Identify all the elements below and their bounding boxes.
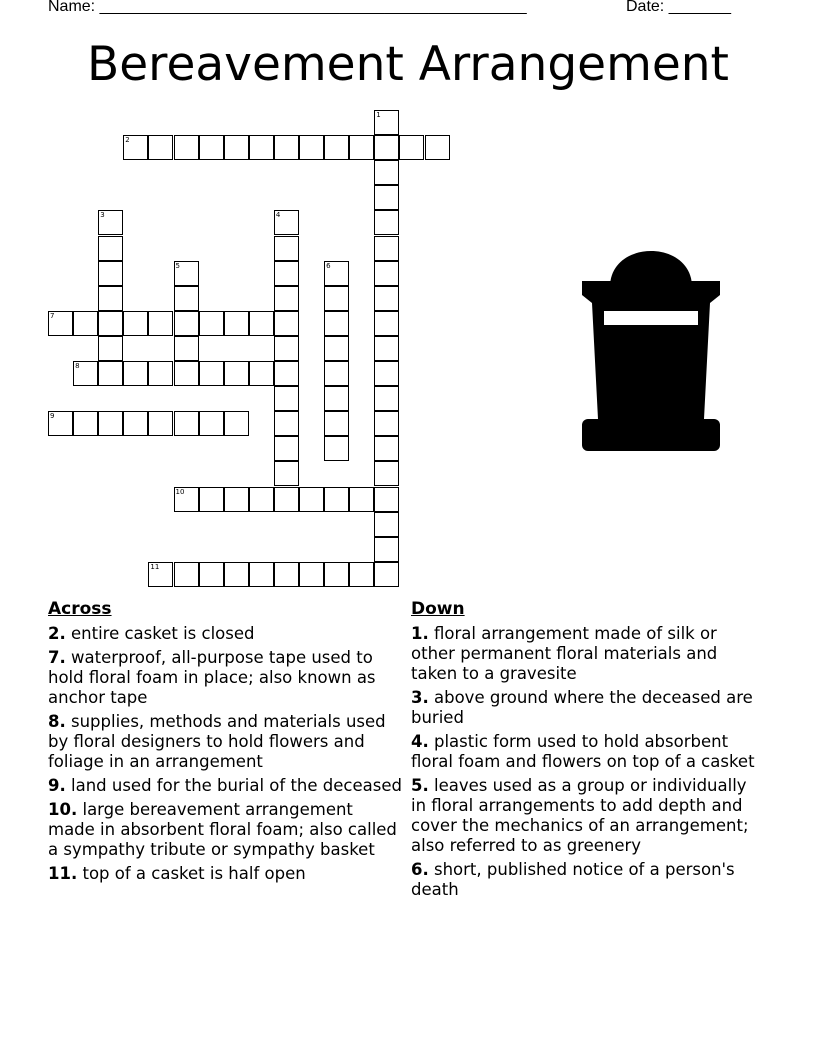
- name-field[interactable]: Name: ________________________________________________: [48, 0, 527, 15]
- clue-text: above ground where the deceased are buried: [411, 688, 753, 727]
- clue-number: 6.: [411, 860, 429, 879]
- grid-cell[interactable]: [249, 361, 274, 386]
- grid-cell[interactable]: [224, 135, 249, 160]
- clue-number: 1.: [411, 624, 429, 643]
- clue-text: large bereavement arrangement made in absorbent floral foam; also called a sympathy tribute or sympathy basket: [48, 800, 397, 859]
- grid-cell[interactable]: [98, 210, 123, 235]
- grid-cell[interactable]: [274, 487, 299, 512]
- clue-number: 10: [175, 487, 185, 496]
- grid-cell[interactable]: [249, 487, 274, 512]
- grid-cell[interactable]: [148, 562, 173, 587]
- grid-cell[interactable]: [324, 336, 349, 361]
- grid-cell[interactable]: [299, 487, 324, 512]
- grid-cell[interactable]: [274, 411, 299, 436]
- grid-cell[interactable]: [399, 135, 424, 160]
- grid-cell[interactable]: [274, 286, 299, 311]
- grid-cell[interactable]: [174, 411, 199, 436]
- grid-cell[interactable]: [48, 311, 73, 336]
- clue-number: 8.: [48, 712, 66, 731]
- grid-cell[interactable]: [73, 311, 98, 336]
- grid-cell[interactable]: [349, 487, 374, 512]
- grid-cell[interactable]: [374, 210, 399, 235]
- grid-cell[interactable]: [249, 311, 274, 336]
- grid-cell[interactable]: [48, 411, 73, 436]
- across-clue: [48, 776, 404, 796]
- grid-cell[interactable]: [174, 261, 199, 286]
- grid-cell[interactable]: [148, 311, 173, 336]
- clue-text: plastic form used to hold absorbent floral foam and flowers on top of a casket: [411, 732, 755, 771]
- grid-cell[interactable]: [374, 487, 399, 512]
- grid-cell[interactable]: [374, 537, 399, 562]
- grid-cell[interactable]: [73, 411, 98, 436]
- grid-cell[interactable]: [374, 160, 399, 185]
- clue-number: 3.: [411, 688, 429, 707]
- grid-cell[interactable]: [199, 487, 224, 512]
- clue-number: 11: [150, 562, 160, 571]
- grid-cell[interactable]: [98, 261, 123, 286]
- clue-number: 2.: [48, 624, 66, 643]
- down-clue: [411, 860, 761, 900]
- across-clue: [48, 712, 404, 772]
- grid-cell[interactable]: [374, 386, 399, 411]
- grid-cell[interactable]: [374, 461, 399, 486]
- grid-cell[interactable]: [224, 311, 249, 336]
- grid-cell[interactable]: [374, 236, 399, 261]
- grid-cell[interactable]: [98, 361, 123, 386]
- grid-cell[interactable]: [274, 261, 299, 286]
- grid-cell[interactable]: [324, 311, 349, 336]
- grid-cell[interactable]: [123, 411, 148, 436]
- grid-cell[interactable]: [274, 562, 299, 587]
- clue-number: 4: [275, 211, 281, 220]
- grid-cell[interactable]: [324, 261, 349, 286]
- date-field[interactable]: Date: _______: [626, 0, 731, 15]
- grid-cell[interactable]: [374, 110, 399, 135]
- grid-cell[interactable]: [274, 336, 299, 361]
- grid-cell[interactable]: [274, 436, 299, 461]
- page-title: Bereavement Arrangement: [87, 37, 729, 92]
- grid-cell[interactable]: [174, 135, 199, 160]
- grid-cell[interactable]: [374, 286, 399, 311]
- grid-cell[interactable]: [224, 562, 249, 587]
- grid-cell[interactable]: [324, 386, 349, 411]
- grid-cell[interactable]: [274, 311, 299, 336]
- grid-cell[interactable]: [374, 512, 399, 537]
- grid-cell[interactable]: [324, 361, 349, 386]
- across-clues: [48, 598, 404, 888]
- across-clue: [48, 800, 404, 860]
- grid-cell[interactable]: [224, 487, 249, 512]
- down-clue: [411, 624, 761, 684]
- clue-number: 2: [125, 136, 130, 145]
- grid-cell[interactable]: [324, 562, 349, 587]
- clue-number: 5.: [411, 776, 429, 795]
- grid-cell[interactable]: [374, 261, 399, 286]
- grid-cell[interactable]: [199, 562, 224, 587]
- grid-cell[interactable]: [374, 562, 399, 587]
- grid-cell[interactable]: [98, 236, 123, 261]
- clue-text: supplies, methods and materials used by floral designers to hold flowers and foliage in an arrangement: [48, 712, 386, 771]
- grid-cell[interactable]: [224, 411, 249, 436]
- down-heading: Down: [411, 599, 465, 619]
- clue-text: leaves used as a group or individually in floral arrangements to add depth and cover the mechanics of an arrangement; also referred to as greenery: [411, 776, 749, 855]
- clue-number: 5: [175, 261, 180, 270]
- clue-text: waterproof, all-purpose tape used to hold floral foam in place; also known as anchor tape: [48, 648, 376, 707]
- grid-cell[interactable]: [148, 361, 173, 386]
- grid-cell[interactable]: [98, 411, 123, 436]
- grid-cell[interactable]: [123, 311, 148, 336]
- clue-number: 9.: [48, 776, 66, 795]
- clue-number: 7: [50, 311, 55, 320]
- grid-cell[interactable]: [274, 135, 299, 160]
- down-clue: [411, 732, 761, 772]
- grid-cell[interactable]: [174, 311, 199, 336]
- grid-cell[interactable]: [148, 411, 173, 436]
- grid-cell[interactable]: [374, 311, 399, 336]
- down-clue: [411, 688, 761, 728]
- grid-cell[interactable]: [274, 210, 299, 235]
- grid-cell[interactable]: [299, 562, 324, 587]
- across-clue: [48, 624, 404, 644]
- grid-cell[interactable]: [148, 135, 173, 160]
- clue-text: entire casket is closed: [71, 624, 255, 643]
- grid-cell[interactable]: [98, 311, 123, 336]
- grid-cell[interactable]: [374, 411, 399, 436]
- grid-cell[interactable]: [324, 135, 349, 160]
- clue-number: 9: [50, 412, 55, 421]
- grid-cell[interactable]: [199, 411, 224, 436]
- across-clue: [48, 648, 404, 708]
- grid-cell[interactable]: [174, 286, 199, 311]
- clue-text: short, published notice of a person's death: [411, 860, 735, 899]
- grid-cell[interactable]: [249, 562, 274, 587]
- grid-cell[interactable]: [324, 436, 349, 461]
- clue-number: 10.: [48, 800, 78, 819]
- grid-cell[interactable]: [349, 562, 374, 587]
- across-clue: [48, 864, 404, 884]
- across-heading: Across: [48, 599, 112, 619]
- grid-cell[interactable]: [174, 562, 199, 587]
- grid-cell[interactable]: [274, 386, 299, 411]
- clue-number: 1: [376, 111, 381, 119]
- grid-cell[interactable]: [73, 361, 98, 386]
- clue-text: floral arrangement made of silk or other permanent floral materials and taken to a gravesite: [411, 624, 718, 683]
- clue-number: 11.: [48, 864, 78, 883]
- clue-text: top of a casket is half open: [82, 864, 306, 883]
- tombstone-icon: [580, 247, 722, 451]
- grid-cell[interactable]: [324, 487, 349, 512]
- grid-cell[interactable]: [98, 336, 123, 361]
- grid-cell[interactable]: [199, 361, 224, 386]
- grid-cell[interactable]: [174, 487, 199, 512]
- grid-cell[interactable]: [249, 135, 274, 160]
- grid-cell[interactable]: [174, 361, 199, 386]
- clue-number: 3: [100, 211, 105, 220]
- grid-cell[interactable]: [123, 361, 148, 386]
- down-clue: [411, 776, 761, 856]
- grid-cell[interactable]: [199, 311, 224, 336]
- grid-cell[interactable]: [274, 461, 299, 486]
- clue-text: land used for the burial of the deceased: [71, 776, 402, 795]
- grid-cell[interactable]: [374, 185, 399, 210]
- clue-number: 8: [75, 362, 80, 370]
- grid-cell[interactable]: [374, 135, 399, 160]
- grid-cell[interactable]: [324, 411, 349, 436]
- grid-cell[interactable]: [274, 236, 299, 261]
- grid-cell[interactable]: [299, 135, 324, 160]
- grid-cell[interactable]: [199, 135, 224, 160]
- grid-cell[interactable]: [374, 436, 399, 461]
- clue-number: 4.: [411, 732, 429, 751]
- grid-cell[interactable]: [349, 135, 374, 160]
- grid-cell[interactable]: [374, 361, 399, 386]
- clue-number: 6: [326, 261, 331, 270]
- down-clues: [411, 598, 761, 904]
- grid-cell[interactable]: [224, 361, 249, 386]
- grid-cell[interactable]: [324, 286, 349, 311]
- grid-cell[interactable]: [425, 135, 450, 160]
- grid-cell[interactable]: [98, 286, 123, 311]
- grid-cell[interactable]: [174, 336, 199, 361]
- grid-cell[interactable]: [123, 135, 148, 160]
- clue-number: 7.: [48, 648, 66, 667]
- grid-cell[interactable]: [374, 336, 399, 361]
- grid-cell[interactable]: [274, 361, 299, 386]
